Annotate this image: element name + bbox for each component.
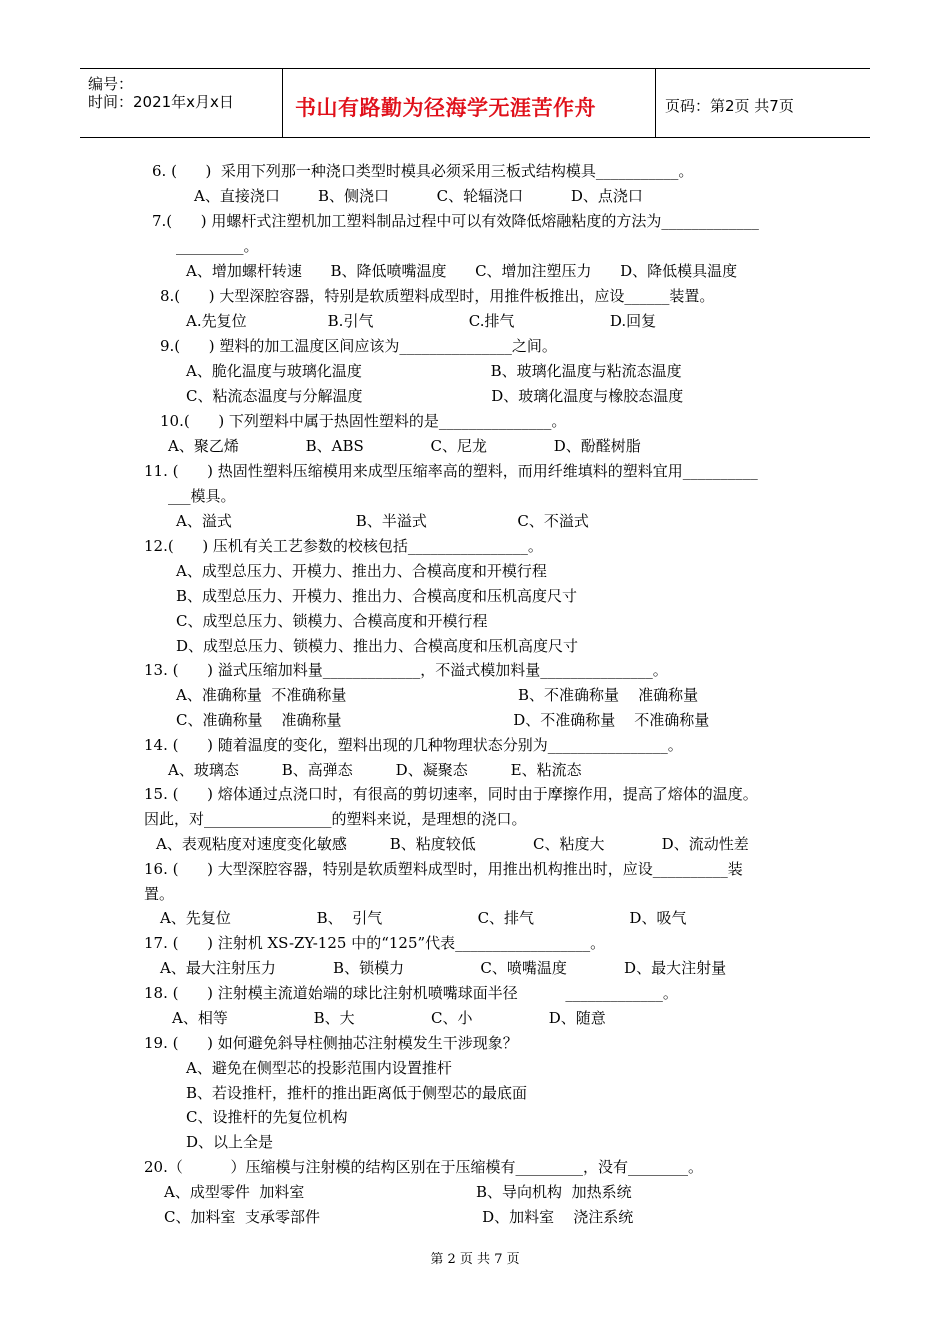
text-line: 6. ( ) 采用下列那一种浇口类型时模具必须采用三板式结构模具___________。 [152,162,694,180]
text-line: _________。 [176,237,259,255]
text-line: B、若设推杆，推杆的推出距离低于侧型芯的最底面 [186,1084,528,1102]
text-line: C、设推杆的先复位机构 [186,1108,348,1126]
text-line: 15. ( ) 熔体通过点浇口时，有很高的剪切速率，同时由于摩擦作用，提高了熔体的温度。 [144,785,758,803]
text-line: 13. ( ) 溢式压缩加料量_____________，不溢式模加料量_______________。 [144,661,668,679]
text-line: A、准确称量 不准确称量 B、不准确称量 准确称量 [176,686,699,704]
header-meta-cell [80,69,283,137]
page-footer: 第 2 页 共 7 页 [430,1252,520,1267]
text-line: 9.( ) 塑料的加工温度区间应该为_______________之间。 [160,337,557,355]
text-line: A、增加螺杆转速 B、降低喷嘴温度 C、增加注塑压力 D、降低模具温度 [186,262,738,280]
page-header [80,68,870,138]
text-line: ___模具。 [168,487,236,505]
text-line: 14. ( ) 随着温度的变化，塑料出现的几种物理状态分别为________________。 [144,736,683,754]
text-line: A、先复位 B、 引气 C、排气 D、吸气 [160,909,687,927]
header-page-number: 页码：第2页 共7页 [665,97,794,115]
text-line: A、成型总压力、开模力、推出力、合模高度和开模行程 [176,562,547,580]
text-line: C、粘流态温度与分解温度 D、玻璃化温度与橡胶态温度 [186,387,684,405]
text-line: 16. ( ) 大型深腔容器，特别是软质塑料成型时，用推出机构推出时，应设__________装 [144,860,743,878]
text-line: B、成型总压力、开模力、推出力、合模高度和压机高度尺寸 [176,587,578,605]
document-date: 时间：2021年x月x日 [88,93,234,111]
text-line: D、成型总压力、锁模力、推出力、合模高度和压机高度尺寸 [176,637,579,655]
header-motto: 书山有路勤为径海学无涯苦作舟 [295,96,596,120]
text-line: A、脆化温度与玻璃化温度 B、玻璃化温度与粘流态温度 [186,362,682,380]
text-line: 12.( ) 压机有关工艺参数的校核包括________________。 [144,537,543,555]
text-line: A、成型零件 加料室 B、导向机构 加热系统 [164,1183,632,1201]
header-motto-cell [283,69,656,137]
text-line: A、聚乙烯 B、ABS C、尼龙 D、酚醛树脂 [168,437,641,455]
document-number-label: 编号： [88,75,134,93]
text-line: 17. ( ) 注射机 XS-ZY-125 中的“125”代表__________________。 [144,934,606,952]
text-line: 19. ( ) 如何避免斜导柱侧抽芯注射模发生干涉现象？ [144,1034,518,1052]
text-line: C、加料室 支承零部件 D、加料室 浇注系统 [164,1208,634,1226]
text-line: 7.( ) 用螺杆式注塑机加工塑料制品过程中可以有效降低熔融粘度的方法为_____________ [152,212,759,230]
text-line: 20.（ ）压缩模与注射模的结构区别在于压缩模有_________，没有________。 [144,1158,704,1176]
text-line: A、表观粘度对速度变化敏感 B、粘度较低 C、粘度大 D、流动性差 [156,835,749,853]
text-line: C、准确称量 准确称量 D、不准确称量 不准确称量 [176,711,710,729]
text-line: 18. ( ) 注射模主流道始端的球比注射机喷嘴球面半径 _____________。 [144,984,678,1002]
text-line: A、直接浇口 B、侧浇口 C、轮辐浇口 D、点浇口 [194,187,643,205]
text-line: A.先复位 B.引气 C.排气 D.回复 [186,312,657,330]
text-line: A、最大注射压力 B、锁模力 C、喷嘴温度 D、最大注射量 [160,959,727,977]
header-page-cell [656,69,870,137]
text-line: D、以上全是 [186,1133,274,1151]
text-line: 11. ( ) 热固性塑料压缩模用来成型压缩率高的塑料，而用纤维填料的塑料宜用__________ [144,462,758,480]
text-line: 10.( ) 下列塑料中属于热固性塑料的是_______________。 [160,412,567,430]
text-line: A、避免在侧型芯的投影范围内设置推杆 [186,1059,452,1077]
text-line: C、成型总压力、锁模力、合模高度和开模行程 [176,612,488,630]
text-line: A、相等 B、大 C、小 D、随意 [172,1009,606,1027]
text-line: A、玻璃态 B、高弹态 D、凝聚态 E、粘流态 [168,761,582,779]
text-line: A、溢式 B、半溢式 C、不溢式 [176,512,589,530]
text-line: 8.( ) 大型深腔容器，特别是软质塑料成型时，用推件板推出，应设______装置。 [160,287,715,305]
text-line: 因此，对_________________的塑料来说，是理想的浇口。 [144,810,527,828]
text-line: 置。 [144,885,175,903]
